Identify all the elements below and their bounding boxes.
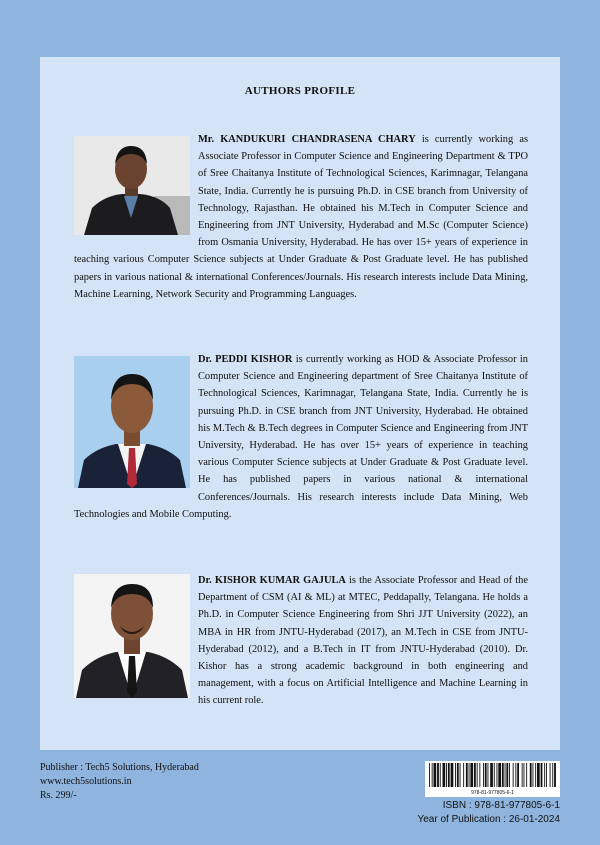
author-name-3: Dr. KISHOR KUMAR GAJULA (198, 575, 346, 586)
publisher-name: Publisher : Tech5 Solutions, Hyderabad (40, 762, 199, 773)
author-name-1: Mr. KANDUKURI CHANDRASENA CHARY (198, 134, 416, 145)
back-cover-panel (40, 57, 560, 750)
author-bio-2: is currently working as HOD & Associate Professor in Computer Science and Engineering department of Sree Chaitanya Institute of Technological Sciences, Karimnagar, Telangana State, India. Currently he is pursuing Ph.D. in CSE branch from JNT University, Hyderabad. He obtained his M.Tech & B.Tech degrees in Computer Science and Engineering from JNT University, Hyderabad. He has over 15+ years of experience in teaching various Computer Science subjects at Under Graduate & Post Graduate level. He has published papers in various national & international Conferences/Journals. His research interests include Data Mining, Web Technologies and Mobile Computing. (74, 354, 528, 520)
price: Rs. 299/- (40, 790, 77, 801)
author-profile-2 (74, 351, 528, 523)
author-photo-1 (74, 136, 190, 235)
isbn-barcode (425, 761, 560, 797)
author-photo-2 (74, 356, 190, 488)
barcode-bars (425, 761, 560, 789)
barcode-number: 978-81-977805-6-1 (471, 790, 514, 796)
page-title: AUTHORS PROFILE (244, 85, 356, 97)
author-bio-1: is currently working as Associate Professor in Computer Science and Engineering Department & TPO of Sree Chaitanya Institute of Technological Sciences, Karimnagar, Telangana State, India. Currently he is pursuing Ph.D. in CSE branch from University of Technology, Rajasthan. He obtained his M.Tech in Computer Science and Engineering from JNT University, Hyderabad and M.Sc (Computer Science) from Osmania University, Hyderabad. He has over 15+ years of experience in teaching various Computer Science subjects at Under Graduate & Post Graduate level. He has published papers in various national & international Conferences/Journals. His research interests include Data Mining, Machine Learning, Network Security and Programming Languages. (74, 134, 528, 300)
author-name-2: Dr. PEDDI KISHOR (198, 354, 293, 365)
isbn-block (417, 799, 560, 827)
author-photo-3 (74, 574, 190, 698)
author-profile-3 (74, 572, 528, 710)
publisher-info (40, 761, 199, 803)
author-bio-3: is the Associate Professor and Head of the Department of CSM (AI & ML) at MTEC, Peddapally, Telangana. He holds a Ph.D. in Computer Science Engineering from Shri JJT University (2022), an MBA in HR from JNTU-Hyderabad (2017), an M.Tech in CSE from JNTU-Hyderabad (2012), and a B.Tech in IT from JNTU-Hyderabad (2010). Dr. Kishor has a strong academic background in both engineering and management, with a focus on Artificial Intelligence and Machine Learning in his current role. (198, 575, 528, 707)
year-of-publication: Year of Publication : 26-01-2024 (417, 814, 560, 825)
isbn-number: ISBN : 978-81-977805-6-1 (442, 800, 560, 811)
author-profile-1 (74, 131, 528, 303)
publisher-website: www.tech5solutions.in (40, 776, 132, 787)
